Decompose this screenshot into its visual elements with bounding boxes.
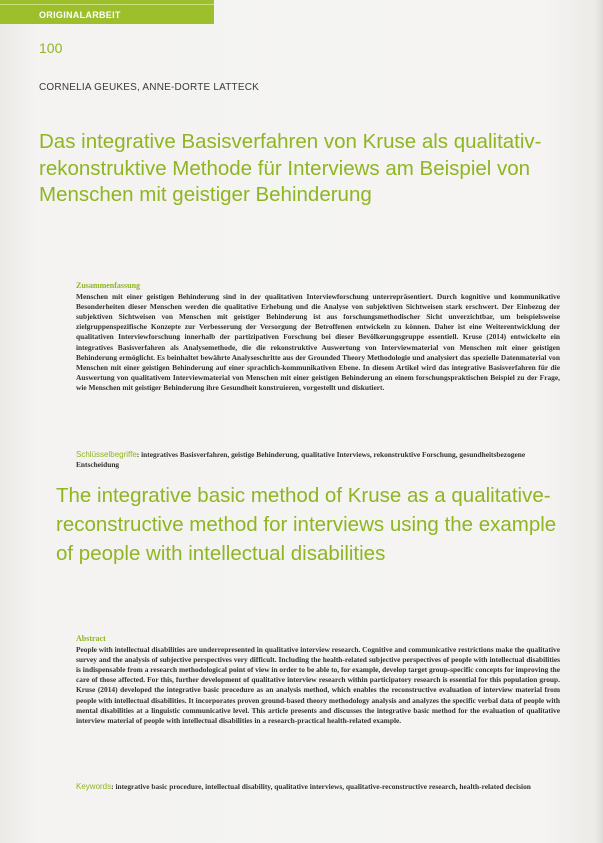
keywords-german: Schlüsselbegriffe: integratives Basisverfahren, geistige Behinderung, qualitative Interviews, rekonstruktive Forschung, gesundheitsbezogene Entscheidung — [76, 450, 526, 469]
abstract-german-label: Zusammenfassung — [76, 281, 141, 290]
abstract-english-text: People with intellectual disabilities are underrepresented in qualitative interview research. Cognitive and communicative restrictions make the qualitative survey and the analysis of subjective perspectives very difficult. Including the health-related subjective perspectives of people with intellectual disabilities is indispensable from a research methodological point of view in order to be able to, for example, develop target group-specific concepts for improving the care of those affected. For this, further development of qualitative interview research within participatory research is essential for this population group. Kruse (2014) developed the integrative basic procedure as an analysis method, which enables the reconstructive evaluation of interview material from people with intellectual disabilities. It incorporates proven ground-based theory methodology analysis and analyzes the specific verbal data of people with mental disabilities at a linguistic communicative level. This article presents and discusses the integrative basic method for the evaluation of qualitative interview material of people with intellectual disabilities in a research-practical health-related example. — [76, 645, 560, 725]
abstract-german-text: Menschen mit einer geistigen Behinderung sind in der qualitativen Interviewforschung unterrepräsentiert. Durch kognitive und kommunikative Besonderheiten dieser Menschen werden die qualitative Erhebung und die Analyse von subjektiven Sichtweisen stark erschwert. Der Einbezug der subjektiven Sichtweisen von Menschen mit geistiger Behinderung ist aus forschungsmethodischer Sicht unverzichtbar, um beispielsweise zielgruppenspezifische Konzepte zur Verbesserung der Versorgung der Betroffenen entwickeln zu können. Daher ist eine Weiterentwicklung der qualitativen Interviewforschung innerhalb der partizipativen Forschung bei dieser Bevölkerungsgruppe essentiell. Kruse (2014) entwickelte ein integratives Basisverfahren als Analysemethode, die die rekonstruktive Auswertung von Interviewmaterial von Menschen mit einer geistigen Behinderung ermöglicht. Es beinhaltet bewährte Analyseschritte aus der Grounded Theory Methodologie und analysiert das spezielle Datenmaterial von Menschen mit einer geistigen Behinderung auf einer sprachlich-kommunikativen Ebene. In diesem Artikel wird das integrative Basisverfahren für die Auswertung von qualitativem Interviewmaterial von Menschen mit einer geistigen Behinderung an einem forschungspraktischen Beispiel zu der Frage, wie Menschen mit geistiger Behinderung ihre Gesundheit konstruieren, vorgestellt und diskutiert. — [76, 292, 560, 392]
keywords-english: Keywords: integrative basic procedure, intellectual disability, qualitative interviews, qualitative-reconstructive research, health-related decision — [76, 782, 531, 791]
keywords-english-text: integrative basic procedure, intellectual disability, qualitative interviews, qualitative-reconstructive research, health-related decision — [115, 782, 531, 791]
authors: CORNELIA GEUKES, ANNE-DORTE LATTECK — [39, 82, 260, 93]
title-german: Das integrative Basisverfahren von Kruse als qualitativ-rekonstruktive Methode für Interviews am Beispiel von Menschen mit geistiger Behinderung — [39, 130, 542, 206]
abstract-german — [76, 281, 560, 393]
keywords-german-text: integratives Basisverfahren, geistige Behinderung, qualitative Interviews, rekonstruktive Forschung, gesundheitsbezogene Entscheidung — [76, 450, 526, 469]
keywords-german-label: Schlüsselbegriffe — [76, 450, 137, 459]
page-number: 100 — [39, 40, 63, 56]
abstract-english-label: Abstract — [76, 634, 106, 643]
keywords-english-label: Keywords — [76, 782, 112, 791]
section-label: ORIGINALARBEIT — [39, 10, 121, 20]
title-english: The integrative basic method of Kruse as a qualitative-reconstructive method for interviews using the example of people with intellectual disabilities — [56, 484, 557, 565]
abstract-english — [76, 634, 560, 726]
header-rule — [0, 4, 214, 5]
section-header-bar — [0, 0, 214, 24]
page-edge-shadow — [595, 0, 603, 843]
